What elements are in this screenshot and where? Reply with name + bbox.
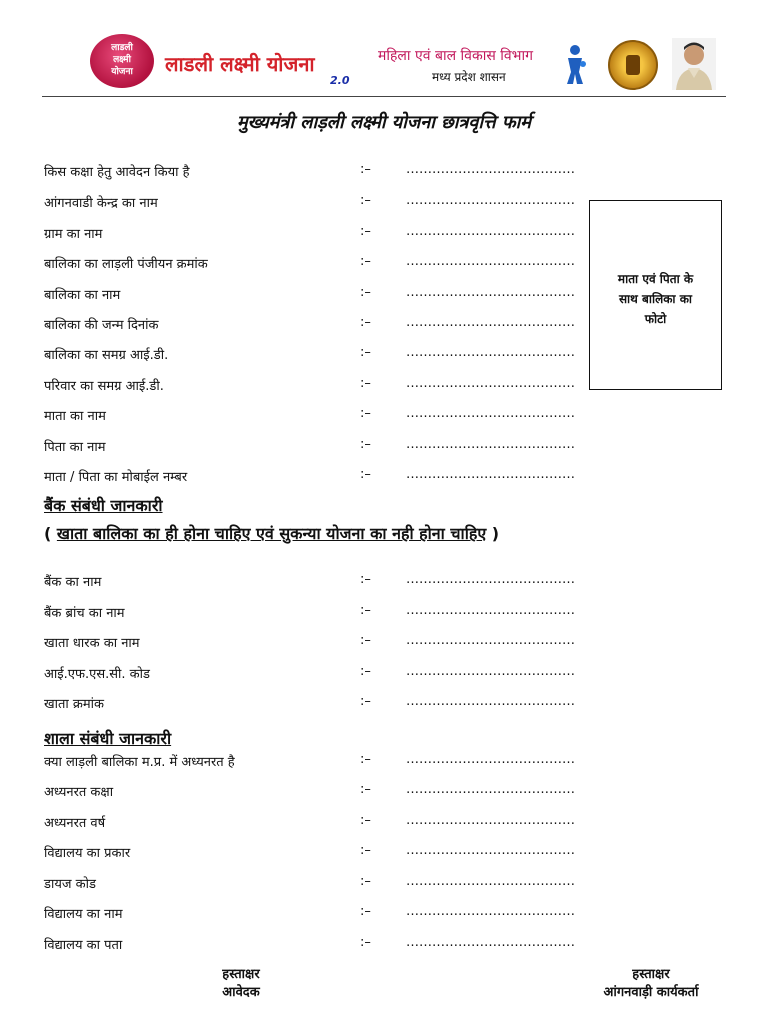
field-separator: :– <box>360 904 371 919</box>
field-label: परिवार का समग्र आई.डी. <box>44 379 164 394</box>
field-row-father-name <box>0 437 768 459</box>
state-government: मध्य प्रदेश शासन <box>432 70 506 84</box>
page-header <box>0 0 768 96</box>
photo-caption-line3: फोटो <box>644 312 667 326</box>
school-section-title: शाला संबंधी जानकारी <box>44 729 172 748</box>
field-blank[interactable]: ………………………………… <box>406 376 575 391</box>
field-separator: :– <box>360 315 371 330</box>
field-separator: :– <box>360 406 371 421</box>
field-label: अध्यनरत कक्षा <box>44 785 114 800</box>
field-row-current-year <box>0 813 768 835</box>
field-blank[interactable]: ………………………………… <box>406 843 575 858</box>
field-label: किस कक्षा हेतु आवेदन किया है <box>44 165 190 180</box>
field-row-ifsc-code <box>0 664 768 686</box>
field-row-bank-name <box>0 572 768 594</box>
logo-text-line1: लाडली <box>111 43 133 53</box>
field-blank[interactable]: ………………………………… <box>406 813 575 828</box>
women-child-icon <box>562 44 588 84</box>
field-separator: :– <box>360 782 371 797</box>
emblem-center <box>626 55 640 75</box>
field-row-school-type <box>0 843 768 865</box>
field-separator: :– <box>360 162 371 177</box>
field-label: बालिका का समग्र आई.डी. <box>44 348 169 363</box>
photo-box[interactable] <box>589 200 722 390</box>
field-row-account-number <box>0 694 768 716</box>
field-blank[interactable]: ………………………………… <box>406 162 575 177</box>
signature-role: आवेदक <box>222 985 260 1000</box>
field-blank[interactable]: ………………………………… <box>406 633 575 648</box>
field-blank[interactable]: ………………………………… <box>406 935 575 950</box>
field-label: पिता का नाम <box>44 440 106 455</box>
field-blank[interactable]: ………………………………… <box>406 603 575 618</box>
photo-box-caption <box>590 269 721 329</box>
field-separator: :– <box>360 752 371 767</box>
field-row-branch-name <box>0 603 768 625</box>
field-separator: :– <box>360 874 371 889</box>
field-label: अध्यनरत वर्ष <box>44 816 106 831</box>
field-separator: :– <box>360 224 371 239</box>
field-label: खाता क्रमांक <box>44 697 105 712</box>
note-text: खाता बालिका का ही होना चाहिए एवं सुकन्या योजना का नही होना चाहिए <box>56 524 487 543</box>
field-separator: :– <box>360 813 371 828</box>
field-label: बैंक ब्रांच का नाम <box>44 606 125 621</box>
field-blank[interactable]: ………………………………… <box>406 664 575 679</box>
field-separator: :– <box>360 603 371 618</box>
field-label: माता का नाम <box>44 409 106 424</box>
field-blank[interactable]: ………………………………… <box>406 437 575 452</box>
field-blank[interactable]: ………………………………… <box>406 572 575 587</box>
note-open-paren: ( <box>44 524 57 543</box>
field-row-school-name <box>0 904 768 926</box>
photo-caption-line1: माता एवं पिता के <box>617 272 694 286</box>
field-label: डायज कोड <box>44 877 96 892</box>
field-label: ग्राम का नाम <box>44 227 103 242</box>
field-separator: :– <box>360 345 371 360</box>
field-separator: :– <box>360 437 371 452</box>
field-row-dise-code <box>0 874 768 896</box>
field-separator: :– <box>360 285 371 300</box>
field-label: आई.एफ.एस.सी. कोड <box>44 667 150 682</box>
field-separator: :– <box>360 935 371 950</box>
field-label: बालिका की जन्म दिनांक <box>44 318 159 333</box>
field-blank[interactable]: ………………………………… <box>406 467 575 482</box>
field-row-school-address <box>0 935 768 957</box>
field-label: क्या लाड़ली बालिका म.प्र. में अध्यनरत है <box>44 755 235 770</box>
bank-section-title: बैंक संबंधी जानकारी <box>44 496 163 515</box>
signature-role: आंगनवाड़ी कार्यकर्ता <box>603 985 699 1000</box>
field-separator: :– <box>360 193 371 208</box>
field-blank[interactable]: ………………………………… <box>406 874 575 889</box>
scheme-title: लाडली लक्ष्मी योजना <box>165 52 315 76</box>
field-blank[interactable]: ………………………………… <box>406 345 575 360</box>
mp-state-emblem <box>608 40 658 90</box>
field-row-class-applied <box>0 162 768 184</box>
field-label: बालिका का नाम <box>44 288 121 303</box>
field-blank[interactable]: ………………………………… <box>406 904 575 919</box>
field-row-account-holder <box>0 633 768 655</box>
applicant-signature <box>196 966 286 1002</box>
field-separator: :– <box>360 664 371 679</box>
chief-minister-photo <box>672 38 716 90</box>
field-row-current-class <box>0 782 768 804</box>
field-separator: :– <box>360 843 371 858</box>
field-blank[interactable]: ………………………………… <box>406 285 575 300</box>
field-separator: :– <box>360 376 371 391</box>
scheme-version: 2.0 <box>330 74 350 87</box>
header-divider <box>42 96 726 97</box>
form-title: मुख्यमंत्री लाड़ली लक्ष्मी योजना छात्रवृत्ति फार्म <box>236 112 532 133</box>
note-close-paren: ) <box>486 524 500 543</box>
signature-label: हस्ताक्षर <box>222 967 260 982</box>
field-blank[interactable]: ………………………………… <box>406 193 575 208</box>
field-blank[interactable]: ………………………………… <box>406 406 575 421</box>
field-blank[interactable]: ………………………………… <box>406 694 575 709</box>
field-blank[interactable]: ………………………………… <box>406 315 575 330</box>
field-separator: :– <box>360 254 371 269</box>
field-separator: :– <box>360 572 371 587</box>
field-separator: :– <box>360 467 371 482</box>
field-label: खाता धारक का नाम <box>44 636 140 651</box>
field-label: बालिका का लाड़ली पंजीयन क्रमांक <box>44 257 208 272</box>
ladli-laxmi-logo <box>90 34 154 88</box>
field-blank[interactable]: ………………………………… <box>406 782 575 797</box>
signature-label: हस्ताक्षर <box>632 967 670 982</box>
field-label: विद्यालय का नाम <box>44 907 123 922</box>
field-blank[interactable]: ………………………………… <box>406 224 575 239</box>
anganwadi-worker-signature <box>566 966 736 1002</box>
field-row-mother-name <box>0 406 768 428</box>
field-row-studying-in-mp <box>0 752 768 774</box>
field-label: आंगनवाडी केन्द्र का नाम <box>44 196 158 211</box>
field-row-mobile-number <box>0 467 768 489</box>
field-label: माता / पिता का मोबाईल नम्बर <box>44 470 188 485</box>
logo-text-line2: लक्ष्मी <box>113 55 131 65</box>
field-label: बैंक का नाम <box>44 575 102 590</box>
photo-caption-line2: साथ बालिका का <box>618 292 693 306</box>
bank-section-note <box>44 522 499 544</box>
field-label: विद्यालय का पता <box>44 938 123 953</box>
department-name: महिला एवं बाल विकास विभाग <box>378 48 534 64</box>
field-separator: :– <box>360 694 371 709</box>
field-blank[interactable]: ………………………………… <box>406 254 575 269</box>
field-blank[interactable]: ………………………………… <box>406 752 575 767</box>
logo-text-line3: योजना <box>111 67 133 77</box>
field-separator: :– <box>360 633 371 648</box>
field-label: विद्यालय का प्रकार <box>44 846 131 861</box>
